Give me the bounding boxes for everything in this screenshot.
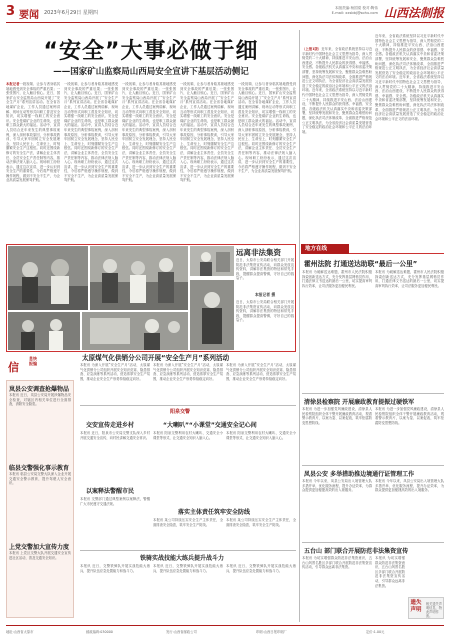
column-divider — [299, 30, 300, 622]
photo-6 — [190, 280, 234, 350]
photo-5-image — [190, 246, 234, 276]
lost-notice-title: 遗失 声明 — [410, 600, 422, 613]
issue-date: 2023年6月29日 星期四 — [44, 10, 98, 16]
main-article-col-5 — [238, 82, 296, 240]
right-col-a: （上接1版）近年来，全省政法系统坚持以习近平新时代中国特色社会主义思想为指导，深入贯彻党的二十大精神，持续推进平安山西、法治山西建设，不断提升人民群众的获得感、幸福感、安全感。各级政法机关认真落实中央和省委决策部署，坚持统筹发展和安全，聚焦群众急难愁盼问题，深化执法司法体制改革，全面推进严格规范公正文明执法，为全省经济社会高质量发展营造了安全稳定的政治社会环境和公平正义的法治环境。近年来，全省政法系统坚持以习近平新时代中国特色社会主义思想为指导，深入贯彻党的二十大精神，持续推进平安山西、法治山西建设，不断提升人民群众的获得感、幸福感、安全感。各级政法机关认真落实中央和省委决策部署，坚持统筹发展和安全，聚焦群众急难愁盼问题，深化执法司法体制改革，全面推进严格规范公正文明执法，为全省经济社会高质量发展营造了安全稳定的政治社会环境和公平正义的法治环境。 — [302, 47, 372, 134]
right-body-b: 近年来，全省政法系统坚持以习近平新时代中国特色社会主义思想为指导，深入贯彻党的二十大精神，持续推进平安山西、法治山西建设，不断提升人民群众的获得感、幸福感、安全感。各级政法机关认真落实中央和省委决策部署，坚持统筹发展和安全，聚焦群众急难愁盼问题，深化执法司法体制改革，全面推进严格规范公正文明执法，为全省经济社会高质量发展营造了安全稳定的政治社会环境和公平正义的法治环境。 — [375, 34, 444, 80]
a6-title: 铁骑实战技能大练兵提升战斗力 — [140, 555, 225, 562]
news-2-title: 临县交警强化事示教育 — [9, 465, 70, 472]
photo-4-image — [82, 312, 188, 350]
local-h1: 霍州法院 打通送达助联“最后一公里” — [304, 260, 418, 268]
divider-1 — [302, 393, 444, 394]
a6-col2: 本报讯 近日，交警铁骑队开展实战技能大练兵，提升队伍应急处置能力和战斗力。 — [153, 564, 223, 573]
divider-2 — [302, 465, 444, 466]
a3-body: 本报讯 交警部门通过典型案例以案释法，警醒广大市民遵守交通法规。 — [80, 497, 150, 506]
local-h4-col2: 本报讯 为切实增强群众防范非法集资意识，五台山风景名胜区多部门联合开展防范非法集资宣传活动，引导群众远离非法集资。 — [375, 556, 405, 588]
lost-notice-text: 相关遗失声明信息，特此声明作废。 — [426, 602, 442, 618]
quick-news-mark — [8, 356, 46, 374]
a4-col1: 本报讯 阳泉交警利用农村大喇叭、交通安全小课堂等形式，让交通安全知识入脑入心。 — [153, 431, 223, 440]
right-body-a: 近年来，全省政法系统坚持以习近平新时代中国特色社会主义思想为指导，深入贯彻党的二十大精神，持续推进平安山西、法治山西建设，不断提升人民群众的获得感、幸福感、安全感。各级政法机关认真落实中央和省委决策部署，坚持统筹发展和安全，聚焦群众急难愁盼问题，深化执法司法体制改革，全面推进严格规范公正文明执法，为全省经济社会高质量发展营造了安全稳定的政治社会环境和公平正义的法治环境。 — [302, 47, 372, 93]
a1-col3: 本报讯 为深入开展“安全生产月”活动，太原煤气化供销分公司组织开展安全知识竞赛、隐患排查、应急演练等系列活动，营造浓厚安全生产氛围，推动企业安全生产形势持续稳定向好。 — [226, 363, 296, 381]
a5-col1: 本报讯 某公司持续压实安全生产主体责任，全面排查安全隐患，筑牢安全生产防线。 — [153, 518, 223, 527]
a3-title: 以案释法警醒市民 — [86, 488, 135, 495]
local-h1-col1: 本报讯 为破解送达难题，霍州市人民法院积极探索创新送达方式，充分发挥基层网格员作用，打通法律文书送达的最后一公里，切实提高审判执行效率，让司法服务更加便民利民。 — [302, 270, 372, 288]
local-h1-col2: 本报讯 为破解送达难题，霍州市人民法院积极探索创新送达方式，充分发挥基层网格员作用，打通法律文书送达的最后一公里，切实提高审判执行效率，让司法服务更加便民利民。 — [375, 270, 444, 288]
footer-postcode: 邮政编码:030000 — [86, 630, 113, 634]
news-1-body: 本报讯 近日，岚县公安局开展涉爆物品安全检查，对辖区内相关单位进行全面排查，消除安全隐患。 — [9, 393, 71, 407]
local-h3-col1: 本报讯 今年以来，凤县公安局出入境管理大队多措并举，优化服务流程，提升办证效率，为群众提供更加便捷高效的出入境服务。 — [302, 479, 372, 493]
local-online-bar — [301, 244, 444, 254]
a5-col2: 本报讯 某公司持续压实安全生产主体责任，全面排查安全隐患，筑牢安全生产防线。 — [226, 518, 296, 527]
main-article-col-4 — [180, 82, 234, 240]
footer-printing: 印刷:山西日报印刷厂 — [256, 630, 287, 634]
local-h2-col1: 本报讯 为进一步加强党风廉政建设，清徐县人民检察院组织全体干警开展廉政教育活动，观看警示教育片，以案为鉴、以案促改，筑牢拒腐防变思想防线。 — [302, 407, 372, 425]
editor-info — [306, 6, 378, 16]
a5-title: 落实主体责任筑牢安全防线 — [178, 509, 251, 516]
main-body-4: 一段视频、让参与者身临其境地感受到安全事故的严重后果；一张张图片，让人触目惊心。近日，国家矿山安全监察局山西局开展了“安全生产月”系列宣讲活动。在全省各地煤矿企业，工作人员通过案例讲解、现场互动等形式向职工普及安全知识，切实增强一线职工的安全意识。安全是煤矿企业的生命线，也是职工群众最大的福祉。活动中，宣讲人员结合近年来发生的典型事故案例，深入剖析事故原因，分析事故教训，引导大家牢固树立安全发展理念，坚持人民至上、生命至上，时刻绷紧安全生产这根弦。同时还围绕新修订的安全生产法，讲解企业主体责任、全员安全生产责任制等内容，推动法律法规入脑入心。现场职工纷纷表示，通过这次宣讲，进一步认识到安全生产的重要性，今后将严格遵守操作规程，做到不安全不生产，为企业高质量发展保驾护航。 — [180, 82, 234, 183]
a4-col2: 本报讯 阳泉交警利用农村大喇叭、交通安全小课堂等形式，让交通安全知识入脑入心。 — [226, 431, 296, 440]
photo-block-body: 近日，太原市公安局联合相关部门开展防范非法集资宣传活动，向群众发放宣传资料，讲解非法集资的特征和常见手段，提醒群众提高警惕，守好自己的钱袋子。 — [236, 258, 294, 281]
local-online-tag: 地方在线 — [301, 244, 349, 254]
news-3-title: 上党交警加大宣传力度 — [9, 544, 70, 551]
a6-col3: 本报讯 近日，交警铁骑队开展实战技能大练兵，提升队伍应急处置能力和战斗力。 — [226, 564, 296, 573]
main-body-2: 一段视频、让参与者身临其境地感受到安全事故的严重后果；一张张图片，让人触目惊心。近日，国家矿山安全监察局山西局开展了“安全生产月”系列宣讲活动。在全省各地煤矿企业，工作人员通过案例讲解、现场互动等形式向职工普及安全知识，切实增强一线职工的安全意识。安全是煤矿企业的生命线，也是职工群众最大的福祉。活动中，宣讲人员结合近年来发生的典型事故案例，深入剖析事故原因，分析事故教训，引导大家牢固树立安全发展理念，坚持人民至上、生命至上，时刻绷紧安全生产这根弦。同时还围绕新修订的安全生产法，讲解企业主体责任、全员安全生产责任制等内容，推动法律法规入脑入心。现场职工纷纷表示，通过这次宣讲，进一步认识到安全生产的重要性，今后将严格遵守操作规程，做到不安全不生产，为企业高质量发展保驾护航。 — [64, 82, 118, 183]
column-label: 阳泉交警 — [170, 409, 191, 415]
photo-2-image — [90, 246, 188, 310]
a4-title: “大喇叭”“小课堂”交通安全记心间 — [163, 422, 257, 429]
local-h3-col2: 本报讯 今年以来，凤县公安局出入境管理大队多措并举，优化服务流程，提升办证效率，为群众提供更加便捷高效的出入境服务。 — [375, 479, 444, 493]
local-h2: 清徐县检察院 开展廉政教育提振过硬铁军 — [304, 399, 415, 406]
photo-block-title: 远离非法集资 — [236, 248, 281, 257]
main-article-col-3 — [122, 82, 176, 240]
photo-1-image — [8, 246, 88, 310]
footer-distribution: 发行:山西省邮政公司 — [166, 630, 197, 634]
news-3-body: 本报讯 上党区交警大队开展交通安全宣传进社区活动，普及交通安全知识。 — [9, 551, 71, 560]
a6-col1: 本报讯 近日，交警铁骑队开展实战技能大练兵，提升队伍应急处置能力和战斗力。 — [80, 564, 150, 573]
a2-body: 本报讯 近日，阳泉市公安局交警支队深入乡村开展交通安全宣传，向村民讲解交通安全常识。 — [80, 431, 150, 440]
editor-line: 本版责编:杨国梁 校对:陶伟 — [334, 6, 378, 10]
email-line: E-mail: xxsbbj@sohu.com — [331, 11, 378, 15]
a1-col1: 本报讯 为深入开展“安全生产月”活动，太原煤气化供销分公司组织开展安全知识竞赛、隐患排查、应急演练等系列活动，营造浓厚安全生产氛围，推动企业安全生产形势持续稳定向好。 — [80, 363, 150, 381]
local-h2-col2: 本报讯 为进一步加强党风廉政建设，清徐县人民检察院组织全体干警开展廉政教育活动，观看警示教育片，以案为鉴、以案促改，筑牢拒腐防变思想防线。 — [375, 407, 444, 425]
newspaper-logo: 山西法制报 — [383, 6, 444, 20]
main-article-col-1: 本报记者一段视频、让参与者身临其境地感受到安全事故的严重后果；一张张图片，让人触目惊心。近日，国家矿山安全监察局山西局开展了“安全生产月”系列宣讲活动。在全省各地煤矿企业，工作人员通过案例讲解、现场互动等形式向职工普及安全知识，切实增强一线职工的安全意识。安全是煤矿企业的生命线，也是职工群众最大的福祉。活动中，宣讲人员结合近年来发生的典型事故案例，深入剖析事故原因，分析事故教训，引导大家牢固树立安全发展理念，坚持人民至上、生命至上，时刻绷紧安全生产这根弦。同时还围绕新修订的安全生产法，讲解企业主体责任、全员安全生产责任制等内容，推动法律法规入脑入心。现场职工纷纷表示，通过这次宣讲，进一步认识到安全生产的重要性，今后将严格遵守操作规程，做到不安全不生产，为企业高质量发展保驾护航。 — [6, 82, 60, 183]
main-body-1: 一段视频、让参与者身临其境地感受到安全事故的严重后果；一张张图片，让人触目惊心。近日，国家矿山安全监察局山西局开展了“安全生产月”系列宣讲活动。在全省各地煤矿企业，工作人员通过案例讲解、现场互动等形式向职工普及安全知识，切实增强一线职工的安全意识。安全是煤矿企业的生命线，也是职工群众最大的福祉。活动中，宣讲人员结合近年来发生的典型事故案例，深入剖析事故原因，分析事故教训，引导大家牢固树立安全发展理念，坚持人民至上、生命至上，时刻绷紧安全生产这根弦。同时还围绕新修订的安全生产法，讲解企业主体责任、全员安全生产责任制等内容，推动法律法规入脑入心。现场职工纷纷表示，通过这次宣讲，进一步认识到安全生产的重要性，今后将严格遵守操作规程，做到不安全不生产，为企业高质量发展保驾护航。 — [6, 82, 60, 183]
main-article-subtitle: ——国家矿山监察局山西局安全宣讲下基层活动侧记 — [53, 67, 249, 77]
main-article-title: “安全”大事必做于细 — [43, 39, 259, 64]
divider-5 — [80, 550, 296, 551]
photo-3 — [8, 312, 80, 350]
main-body-3: 一段视频、让参与者身临其境地感受到安全事故的严重后果；一张张图片，让人触目惊心。近日，国家矿山安全监察局山西局开展了“安全生产月”系列宣讲活动。在全省各地煤矿企业，工作人员通过案例讲解、现场互动等形式向职工普及安全知识，切实增强一线职工的安全意识。安全是煤矿企业的生命线，也是职工群众最大的福祉。活动中，宣讲人员结合近年来发生的典型事故案例，深入剖析事故原因，分析事故教训，引导大家牢固树立安全发展理念，坚持人民至上、生命至上，时刻绷紧安全生产这根弦。同时还围绕新修订的安全生产法，讲解企业主体责任、全员安全生产责任制等内容，推动法律法规入脑入心。现场职工纷纷表示，通过这次宣讲，进一步认识到安全生产的重要性，今后将严格遵守操作规程，做到不安全不生产，为企业高质量发展保驾护航。 — [122, 82, 176, 183]
photo-3-image — [8, 312, 80, 350]
news-2-body: 本报讯 临县公安局交警大队深入企业开展交通安全警示教育，提升驾驶人安全意识。 — [9, 472, 71, 486]
main-body-5: 一段视频、让参与者身临其境地感受到安全事故的严重后果；一张张图片，让人触目惊心。近日，国家矿山安全监察局山西局开展了“安全生产月”系列宣讲活动。在全省各地煤矿企业，工作人员通过案例讲解、现场互动等形式向职工普及安全知识，切实增强一线职工的安全意识。安全是煤矿企业的生命线，也是职工群众最大的福祉。活动中，宣讲人员结合近年来发生的典型事故案例，深入剖析事故原因，分析事故教训，引导大家牢固树立安全发展理念，坚持人民至上、生命至上，时刻绷紧安全生产这根弦。同时还围绕新修订的安全生产法，讲解企业主体责任、全员安全生产责任制等内容，推动法律法规入脑入心。现场职工纷纷表示，通过这次宣讲，进一步认识到安全生产的重要性，今后将严格遵守操作规程，做到不安全不生产，为企业高质量发展保驾护航。 — [238, 82, 296, 174]
a2-title: 交安宣传走进乡村 — [86, 422, 135, 429]
divider-4 — [80, 405, 296, 406]
section-number: 3 — [6, 4, 16, 19]
photo-2 — [90, 246, 188, 310]
local-h4: 五台山 部门联合开展防范非法集资宣传 — [304, 548, 409, 555]
footer-price: 定价:1.00元 — [366, 630, 385, 634]
a1-title: 太原煤气化供销分公司开展“安全生产月”系列活动 — [82, 354, 230, 362]
photo-5 — [190, 246, 234, 276]
photo-6-image — [190, 280, 234, 350]
photo-caption: 本报记者 摄 — [254, 292, 276, 297]
page-header — [6, 3, 444, 23]
photo-4 — [82, 312, 188, 350]
lost-notice — [408, 597, 444, 619]
news-1-title: 岚县公安调查抢爆物品 — [9, 386, 70, 393]
photo-block-body-2: 近日，太原市公安局联合相关部门开展防范非法集资宣传活动，向群众发放宣传资料，讲解非法集资的特征和常见手段，提醒群众提高警惕，守好自己的钱袋子。 — [236, 300, 294, 323]
divider-3 — [302, 542, 444, 543]
a1-col2: 本报讯 为深入开展“安全生产月”活动，太原煤气化供销分公司组织开展安全知识竞赛、隐患排查、应急演练等系列活动，营造浓厚安全生产氛围，推动企业安全生产形势持续稳定向好。 — [153, 363, 223, 381]
photo-1 — [8, 246, 88, 310]
quick-news-small: 息快 报编 — [29, 356, 37, 366]
page-footer — [6, 625, 444, 637]
main-article-col-2 — [64, 82, 118, 240]
section-name: 要闻 — [19, 10, 39, 21]
quick-news-big: 信 — [8, 361, 19, 374]
local-h3: 凤县公安 多举措助推边境通行证管理工作 — [304, 471, 415, 478]
local-h4-col1: 本报讯 为切实增强群众防范非法集资意识，五台山风景名胜区多部门联合开展防范非法集资宣传活动，引导群众远离非法集资。 — [302, 556, 372, 570]
right-col-b: 近年来，全省政法系统坚持以习近平新时代中国特色社会主义思想为指导，深入贯彻党的二十大精神，持续推进平安山西、法治山西建设，不断提升人民群众的获得感、幸福感、安全感。各级政法机关认真落实中央和省委决策部署，坚持统筹发展和安全，聚焦群众急难愁盼问题，深化执法司法体制改革，全面推进严格规范公正文明执法，为全省经济社会高质量发展营造了安全稳定的政治社会环境和公平正义的法治环境。近年来，全省政法系统坚持以习近平新时代中国特色社会主义思想为指导，深入贯彻党的二十大精神，持续推进平安山西、法治山西建设，不断提升人民群众的获得感、幸福感、安全感。各级政法机关认真落实中央和省委决策部署，坚持统筹发展和安全，聚焦群众急难愁盼问题，深化执法司法体制改革，全面推进严格规范公正文明执法，为全省经济社会高质量发展营造了安全稳定的政治社会环境和公平正义的法治环境。 — [375, 34, 444, 121]
footer-address: 地址:山西省太原市 — [6, 630, 34, 634]
